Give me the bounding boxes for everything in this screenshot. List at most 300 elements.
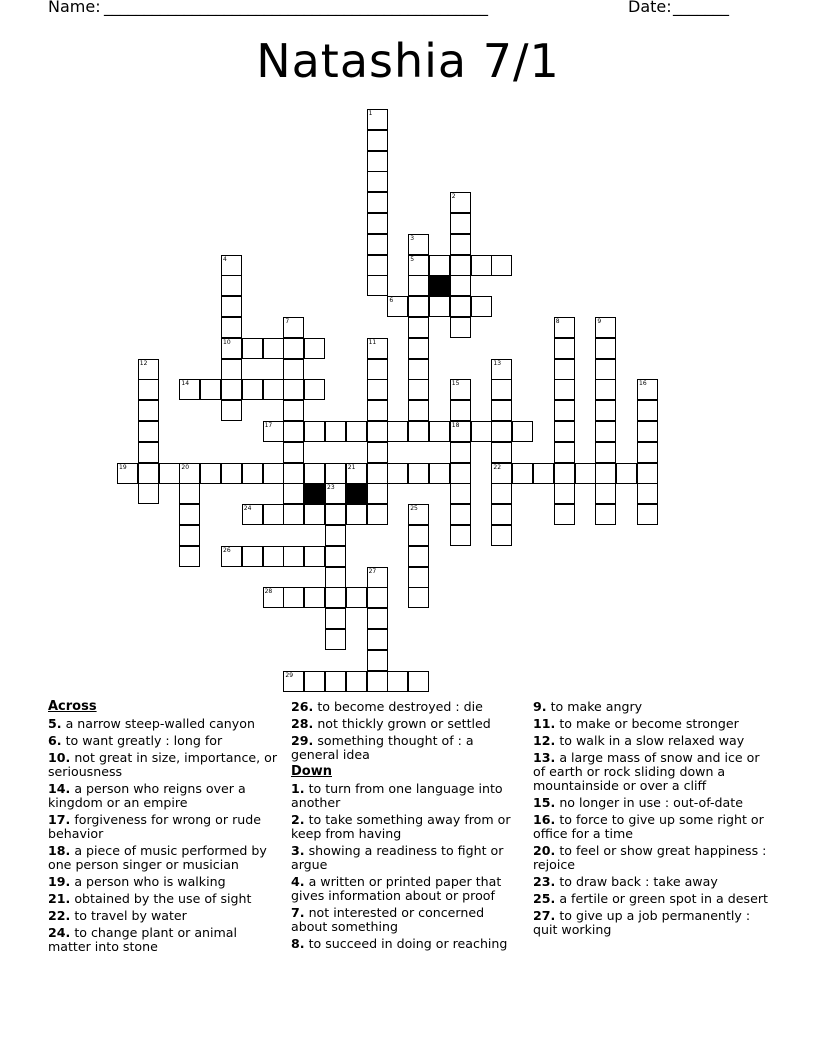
- grid-cell[interactable]: [637, 483, 658, 504]
- grid-cell[interactable]: [408, 255, 429, 276]
- grid-cell[interactable]: [554, 504, 575, 525]
- grid-cell[interactable]: [346, 421, 367, 442]
- clue-text: to make angry: [550, 699, 643, 714]
- clue-number-label: 10: [223, 338, 231, 346]
- grid-cell[interactable]: [491, 525, 512, 546]
- grid-cell[interactable]: [138, 442, 159, 463]
- grid-cell[interactable]: [491, 359, 512, 380]
- clue-text: no longer in use : out-of-date: [559, 795, 743, 810]
- clue-number-label: 15: [451, 380, 460, 388]
- clue-text: to make or become stronger: [559, 716, 739, 731]
- grid-cell[interactable]: [367, 130, 388, 151]
- clue-number: 19.: [48, 874, 71, 889]
- grid-cell[interactable]: [221, 359, 242, 380]
- clue-number-label: 12: [139, 359, 148, 367]
- grid-cell[interactable]: [367, 338, 388, 359]
- clue-text: obtained by the use of sight: [74, 891, 252, 906]
- grid-cell[interactable]: [491, 421, 512, 442]
- grid-cell[interactable]: [387, 463, 408, 484]
- clue-number: 20.: [533, 843, 556, 858]
- across-clue: [48, 909, 278, 923]
- across-clue: [291, 734, 521, 762]
- grid-cell[interactable]: [387, 671, 408, 692]
- grid-cell[interactable]: [221, 546, 242, 567]
- grid-cell[interactable]: [263, 587, 284, 608]
- grid-cell[interactable]: [367, 483, 388, 504]
- clue-text: a narrow steep-walled canyon: [65, 716, 255, 731]
- grid-cell[interactable]: [325, 587, 346, 608]
- grid-cell[interactable]: [367, 587, 388, 608]
- grid-cell[interactable]: [367, 171, 388, 192]
- clue-number: 27.: [533, 908, 556, 923]
- clue-text: to walk in a slow relaxed way: [559, 733, 745, 748]
- grid-cell[interactable]: [304, 379, 325, 400]
- clue-text: not thickly grown or settled: [317, 716, 491, 731]
- clue-number: 14.: [48, 781, 71, 796]
- grid-cell[interactable]: [325, 504, 346, 525]
- clue-number-label: 27: [368, 567, 377, 575]
- grid-cell[interactable]: [450, 525, 471, 546]
- across-heading: Across: [48, 699, 97, 714]
- grid-cell[interactable]: [533, 463, 554, 484]
- grid-cell[interactable]: [367, 567, 388, 588]
- grid-cell[interactable]: [367, 234, 388, 255]
- grid-cell[interactable]: [637, 442, 658, 463]
- grid-cell[interactable]: [179, 483, 200, 504]
- grid-cell[interactable]: [450, 483, 471, 504]
- grid-cell[interactable]: [408, 525, 429, 546]
- grid-cell[interactable]: [408, 234, 429, 255]
- grid-cell[interactable]: [367, 442, 388, 463]
- grid-cell[interactable]: [283, 338, 304, 359]
- grid-cell[interactable]: [283, 421, 304, 442]
- grid-cell[interactable]: [637, 400, 658, 421]
- clue-number: 21.: [48, 891, 71, 906]
- grid-cell[interactable]: [595, 504, 616, 525]
- grid-cell[interactable]: [387, 421, 408, 442]
- grid-cell[interactable]: [283, 442, 304, 463]
- clues-column-3: [533, 700, 768, 940]
- grid-cell[interactable]: [138, 463, 159, 484]
- grid-cell[interactable]: [554, 338, 575, 359]
- grid-cell[interactable]: [450, 234, 471, 255]
- grid-cell[interactable]: [450, 192, 471, 213]
- grid-cell[interactable]: [450, 255, 471, 276]
- clues-column-1: [48, 700, 278, 957]
- down-clue: [291, 782, 521, 810]
- across-clue: [48, 751, 278, 779]
- grid-cell[interactable]: [595, 317, 616, 338]
- grid-cell[interactable]: [179, 504, 200, 525]
- grid-cell[interactable]: [408, 400, 429, 421]
- grid-cell[interactable]: [221, 379, 242, 400]
- clue-text: a written or printed paper that gives information about or proof: [291, 874, 502, 903]
- clue-number: 13.: [533, 750, 556, 765]
- grid-cell[interactable]: [367, 421, 388, 442]
- grid-cell[interactable]: [221, 275, 242, 296]
- grid-block: [429, 275, 450, 296]
- grid-cell[interactable]: [471, 421, 492, 442]
- clue-number: 15.: [533, 795, 556, 810]
- down-clue: [291, 906, 521, 934]
- clue-number: 18.: [48, 843, 71, 858]
- grid-cell[interactable]: [304, 587, 325, 608]
- clue-number: 8.: [291, 936, 305, 951]
- grid-cell[interactable]: [325, 463, 346, 484]
- grid-cell[interactable]: [283, 317, 304, 338]
- clue-text: to draw back : take away: [559, 874, 718, 889]
- across-clue: [48, 813, 278, 841]
- grid-cell[interactable]: [304, 338, 325, 359]
- grid-cell[interactable]: [408, 546, 429, 567]
- clue-number-label: 25: [410, 505, 418, 513]
- grid-cell[interactable]: [325, 567, 346, 588]
- clue-number-label: 5: [410, 255, 415, 263]
- clue-text: a large mass of snow and ice or of earth or rock sliding down a mountainside or over a cliff: [533, 750, 760, 793]
- grid-cell[interactable]: [346, 671, 367, 692]
- down-clue: [291, 844, 521, 872]
- across-clue: [48, 782, 278, 810]
- grid-cell[interactable]: [408, 338, 429, 359]
- grid-cell[interactable]: [408, 567, 429, 588]
- clue-text: not great in size, importance, or seriousness: [48, 750, 278, 779]
- grid-cell[interactable]: [304, 546, 325, 567]
- grid-cell[interactable]: [263, 421, 284, 442]
- grid-cell[interactable]: [263, 379, 284, 400]
- name-line[interactable]: ________________________________________________: [104, 0, 488, 16]
- clue-text: not interested or concerned about something: [291, 905, 485, 934]
- grid-cell[interactable]: [450, 442, 471, 463]
- date-label: Date:: [628, 0, 672, 16]
- clue-text: to become destroyed : die: [317, 699, 483, 714]
- grid-cell[interactable]: [429, 463, 450, 484]
- grid-cell[interactable]: [471, 255, 492, 276]
- clue-number-label: 11: [368, 338, 377, 346]
- clue-number-label: 21: [347, 463, 356, 471]
- clue-text: a fertile or green spot in a desert: [559, 891, 768, 906]
- grid-cell[interactable]: [263, 546, 284, 567]
- grid-cell[interactable]: [346, 504, 367, 525]
- grid-block: [346, 483, 367, 504]
- grid-cell[interactable]: [554, 483, 575, 504]
- grid-cell[interactable]: [179, 379, 200, 400]
- grid-cell[interactable]: [408, 296, 429, 317]
- grid-cell[interactable]: [263, 338, 284, 359]
- grid-cell[interactable]: [283, 587, 304, 608]
- grid-cell[interactable]: [554, 442, 575, 463]
- clue-number-label: 26: [223, 546, 231, 554]
- grid-cell[interactable]: [450, 379, 471, 400]
- grid-cell[interactable]: [429, 296, 450, 317]
- grid-cell[interactable]: [595, 400, 616, 421]
- across-clue: [48, 717, 278, 731]
- grid-cell[interactable]: [595, 442, 616, 463]
- grid-cell[interactable]: [450, 463, 471, 484]
- grid-cell[interactable]: [367, 192, 388, 213]
- grid-cell[interactable]: [408, 421, 429, 442]
- clue-number-label: 19: [119, 463, 127, 471]
- grid-cell[interactable]: [221, 463, 242, 484]
- clue-text: a person who reigns over a kingdom or an empire: [48, 781, 246, 810]
- grid-cell[interactable]: [179, 525, 200, 546]
- clue-number-label: 28: [264, 588, 273, 596]
- grid-cell[interactable]: [325, 525, 346, 546]
- clue-text: to change plant or animal matter into stone: [48, 925, 238, 954]
- grid-cell[interactable]: [387, 296, 408, 317]
- clue-number: 5.: [48, 716, 62, 731]
- grid-cell[interactable]: [283, 359, 304, 380]
- clue-text: forgiveness for wrong or rude behavior: [48, 812, 261, 841]
- clue-number-label: 9: [597, 318, 602, 325]
- clue-number: 24.: [48, 925, 71, 940]
- grid-cell[interactable]: [283, 546, 304, 567]
- grid-cell[interactable]: [408, 359, 429, 380]
- clue-number-label: 29: [285, 671, 294, 679]
- grid-cell[interactable]: [367, 608, 388, 629]
- clue-number-label: 4: [223, 255, 227, 263]
- grid-cell[interactable]: [242, 504, 263, 525]
- grid-cell[interactable]: [491, 379, 512, 400]
- grid-cell[interactable]: [283, 483, 304, 504]
- clue-text: to feel or show great happiness : rejoice: [533, 843, 767, 872]
- grid-cell[interactable]: [242, 338, 263, 359]
- grid-cell[interactable]: [304, 463, 325, 484]
- grid-cell[interactable]: [325, 629, 346, 650]
- down-clue: [533, 875, 768, 889]
- clue-number: 17.: [48, 812, 71, 827]
- grid-cell[interactable]: [491, 400, 512, 421]
- down-clue: [291, 813, 521, 841]
- grid-cell[interactable]: [450, 504, 471, 525]
- clue-number: 16.: [533, 812, 556, 827]
- clue-number-label: 22: [493, 463, 502, 471]
- grid-cell[interactable]: [263, 463, 284, 484]
- grid-cell[interactable]: [325, 671, 346, 692]
- grid-cell[interactable]: [367, 671, 388, 692]
- grid-cell[interactable]: [450, 296, 471, 317]
- grid-cell[interactable]: [367, 400, 388, 421]
- grid-cell[interactable]: [138, 400, 159, 421]
- down-clue: [533, 796, 768, 810]
- across-clue: [48, 926, 278, 954]
- grid-cell[interactable]: [491, 463, 512, 484]
- grid-cell[interactable]: [637, 421, 658, 442]
- grid-cell[interactable]: [367, 151, 388, 172]
- clue-number-label: 6: [389, 297, 394, 305]
- grid-cell[interactable]: [367, 504, 388, 525]
- grid-cell[interactable]: [283, 379, 304, 400]
- grid-cell[interactable]: [637, 504, 658, 525]
- date-line[interactable]: _______: [673, 0, 729, 16]
- clue-text: showing a readiness to fight or argue: [291, 843, 504, 872]
- down-clue: [533, 751, 768, 793]
- clue-number: 4.: [291, 874, 305, 889]
- clue-number-label: 3: [410, 234, 415, 242]
- grid-cell[interactable]: [221, 338, 242, 359]
- grid-cell[interactable]: [595, 463, 616, 484]
- grid-cell[interactable]: [450, 421, 471, 442]
- grid-cell[interactable]: [408, 379, 429, 400]
- clue-number: 10.: [48, 750, 71, 765]
- grid-cell[interactable]: [200, 463, 221, 484]
- clue-number: 23.: [533, 874, 556, 889]
- grid-cell[interactable]: [554, 400, 575, 421]
- clue-number: 2.: [291, 812, 305, 827]
- clue-text: to give up a job permanently : quit working: [533, 908, 751, 937]
- grid-cell[interactable]: [491, 504, 512, 525]
- grid-cell[interactable]: [304, 421, 325, 442]
- grid-cell[interactable]: [595, 359, 616, 380]
- grid-cell[interactable]: [138, 421, 159, 442]
- grid-cell[interactable]: [595, 338, 616, 359]
- clues-column-2: [291, 700, 521, 954]
- grid-cell[interactable]: [408, 587, 429, 608]
- puzzle-title: Natashia 7/1: [256, 34, 560, 88]
- down-clue: [533, 892, 768, 906]
- across-clue: [48, 844, 278, 872]
- grid-cell[interactable]: [159, 463, 180, 484]
- grid-cell[interactable]: [637, 463, 658, 484]
- grid-cell[interactable]: [367, 463, 388, 484]
- grid-cell[interactable]: [408, 275, 429, 296]
- grid-cell[interactable]: [367, 379, 388, 400]
- grid-cell[interactable]: [450, 400, 471, 421]
- clue-text: a person who is walking: [74, 874, 226, 889]
- across-clue: [48, 875, 278, 889]
- across-clue: [291, 700, 521, 714]
- grid-cell[interactable]: [179, 463, 200, 484]
- grid-cell[interactable]: [221, 255, 242, 276]
- grid-cell[interactable]: [595, 483, 616, 504]
- grid-cell[interactable]: [367, 255, 388, 276]
- grid-cell[interactable]: [554, 463, 575, 484]
- grid-cell[interactable]: [221, 296, 242, 317]
- clue-number: 11.: [533, 716, 556, 731]
- grid-cell[interactable]: [595, 379, 616, 400]
- grid-cell[interactable]: [491, 255, 512, 276]
- grid-cell[interactable]: [367, 213, 388, 234]
- grid-cell[interactable]: [242, 463, 263, 484]
- grid-cell[interactable]: [408, 317, 429, 338]
- clue-number-label: 1: [368, 110, 373, 117]
- grid-cell[interactable]: [491, 483, 512, 504]
- grid-cell[interactable]: [325, 421, 346, 442]
- grid-cell[interactable]: [554, 379, 575, 400]
- grid-cell[interactable]: [450, 213, 471, 234]
- grid-cell[interactable]: [429, 421, 450, 442]
- grid-cell[interactable]: [367, 650, 388, 671]
- clue-number-label: 23: [327, 484, 335, 492]
- grid-cell[interactable]: [429, 255, 450, 276]
- grid-cell[interactable]: [242, 546, 263, 567]
- clue-number-label: 24: [243, 505, 252, 513]
- clue-text: a piece of music performed by one person singer or musician: [48, 843, 267, 872]
- clue-number-label: 16: [639, 380, 647, 388]
- grid-cell[interactable]: [138, 359, 159, 380]
- grid-cell[interactable]: [450, 317, 471, 338]
- clue-number: 12.: [533, 733, 556, 748]
- clue-number: 9.: [533, 699, 547, 714]
- clue-number: 26.: [291, 699, 314, 714]
- grid-cell[interactable]: [242, 379, 263, 400]
- grid-cell[interactable]: [117, 463, 138, 484]
- clue-number: 6.: [48, 733, 62, 748]
- grid-cell[interactable]: [471, 296, 492, 317]
- grid-cell[interactable]: [367, 359, 388, 380]
- clue-number-label: 14: [181, 380, 190, 388]
- grid-cell[interactable]: [263, 504, 284, 525]
- grid-cell[interactable]: [346, 587, 367, 608]
- grid-cell[interactable]: [408, 504, 429, 525]
- grid-cell[interactable]: [283, 400, 304, 421]
- grid-cell[interactable]: [283, 671, 304, 692]
- grid-cell[interactable]: [450, 275, 471, 296]
- grid-cell[interactable]: [138, 483, 159, 504]
- across-clue: [48, 892, 278, 906]
- grid-cell[interactable]: [512, 421, 533, 442]
- clue-text: to travel by water: [74, 908, 187, 923]
- grid-cell[interactable]: [346, 463, 367, 484]
- grid-cell[interactable]: [138, 379, 159, 400]
- across-clue: [48, 734, 278, 748]
- clue-text: to take something away from or keep from having: [291, 812, 511, 841]
- clue-number-label: 7: [285, 318, 290, 325]
- grid-cell[interactable]: [616, 463, 637, 484]
- clue-number-label: 20: [181, 463, 190, 471]
- grid-cell[interactable]: [304, 504, 325, 525]
- clue-number-label: 18: [451, 422, 460, 429]
- name-label: Name:: [48, 0, 101, 16]
- grid-cell[interactable]: [554, 359, 575, 380]
- grid-cell[interactable]: [367, 109, 388, 130]
- clue-number: 22.: [48, 908, 71, 923]
- grid-cell[interactable]: [554, 421, 575, 442]
- clue-number: 25.: [533, 891, 556, 906]
- grid-cell[interactable]: [283, 504, 304, 525]
- down-clue: [533, 700, 768, 714]
- grid-cell[interactable]: [325, 483, 346, 504]
- grid-cell[interactable]: [221, 400, 242, 421]
- grid-cell[interactable]: [367, 275, 388, 296]
- clue-text: to turn from one language into another: [291, 781, 503, 810]
- grid-cell[interactable]: [221, 317, 242, 338]
- grid-cell[interactable]: [637, 379, 658, 400]
- grid-cell[interactable]: [325, 546, 346, 567]
- across-clue: [291, 717, 521, 731]
- grid-cell[interactable]: [283, 463, 304, 484]
- grid-cell[interactable]: [491, 442, 512, 463]
- down-clue: [291, 875, 521, 903]
- grid-cell[interactable]: [200, 379, 221, 400]
- clue-text: to want greatly : long for: [65, 733, 223, 748]
- grid-cell[interactable]: [367, 629, 388, 650]
- grid-cell[interactable]: [304, 671, 325, 692]
- grid-cell[interactable]: [595, 421, 616, 442]
- grid-cell[interactable]: [575, 463, 596, 484]
- clue-number-label: 8: [555, 318, 560, 325]
- grid-cell[interactable]: [325, 608, 346, 629]
- grid-cell[interactable]: [408, 463, 429, 484]
- clue-number: 28.: [291, 716, 314, 731]
- grid-cell[interactable]: [408, 671, 429, 692]
- clue-text: something thought of : a general idea: [291, 733, 474, 762]
- clue-number-label: 2: [451, 193, 456, 201]
- grid-cell[interactable]: [554, 317, 575, 338]
- clue-text: to force to give up some right or office for a time: [533, 812, 764, 841]
- grid-cell[interactable]: [179, 546, 200, 567]
- down-clue: [533, 844, 768, 872]
- grid-cell[interactable]: [512, 463, 533, 484]
